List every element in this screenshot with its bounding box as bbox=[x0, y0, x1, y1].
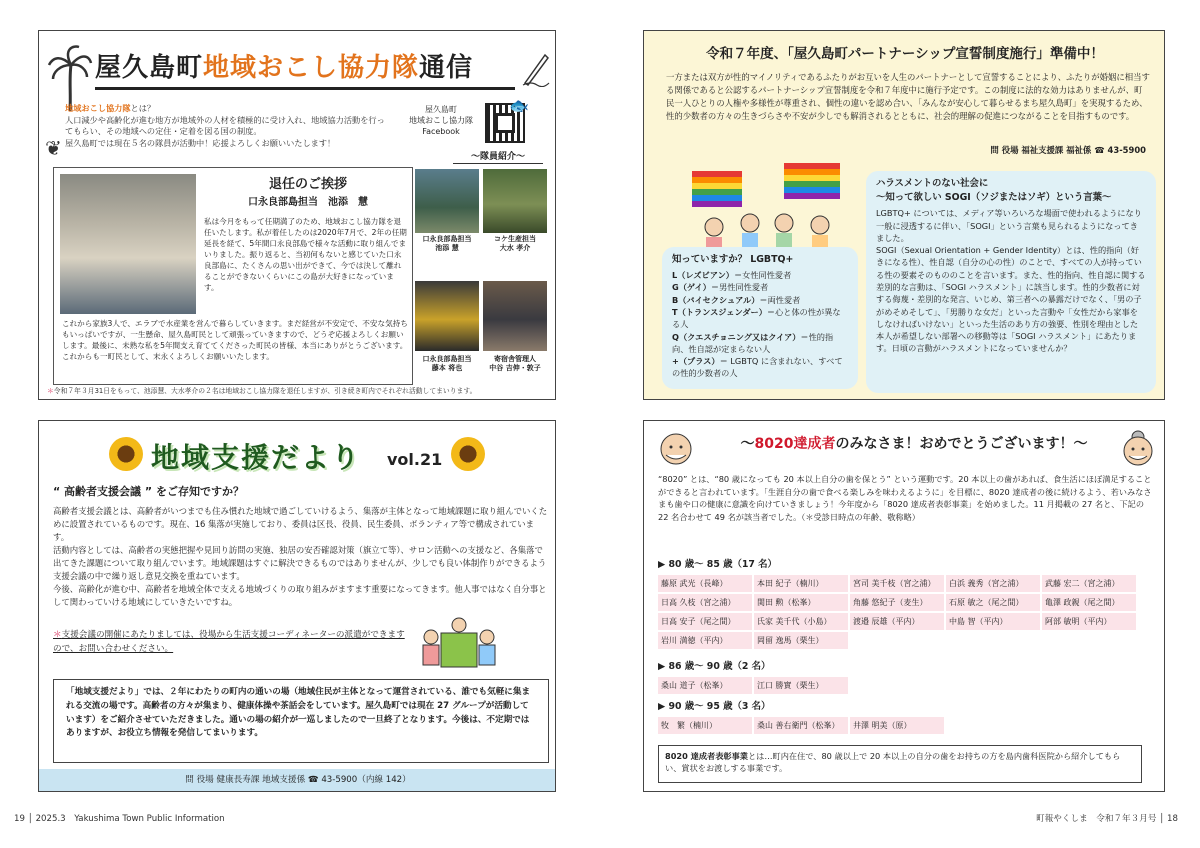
partnership-text: 一方または双方が性的マイノリティであるふたりがお互いを人生のパートナーとして宣誓することにより、ふたりが婚姻に相当する関係であると公認するパートナーシップ宣誓制度を令和７年度中に施行予定です。この制度に法的な効力はありませんが、町民一人ひとりの人権や多様性が尊重され、個性の違いを認め合い、「みんなが安心して暮らせるまち屋久島町」を実現するため、性的少数者の方々の生きづらさや不安が少しでも解消されるとともに、社会的理解の促進につながることを目指すものです。 bbox=[666, 72, 1150, 122]
member-photo bbox=[483, 281, 547, 351]
rainbow-flag-illustration bbox=[684, 161, 854, 261]
lgbtq-item: G（ゲイ）＝男性同性愛者 bbox=[672, 282, 769, 293]
footer-right: 町報やくしま 令和７年３月号 │ 18 bbox=[1036, 814, 1178, 824]
achiever-name: 石原 敏之（尾之間） bbox=[946, 594, 1040, 611]
8020-text: “8020” とは、“80 歳になっても 20 本以上自分の歯を保とう” という運動です。20 本以上の歯があれば、食生活にほぼ満足することができると言われています。「生涯自分の歯で食べる楽しみを味わえるように」を目標に、8020 達成者の後に続けるよう、若いみなさまも歯や口の健康に意識を向けていきましょう！今年度から「8020 達成者表彰事業」を始めました。11 月掲載の 27 名と、下記の 22 名合わせて 49 名が該当者でした。（＊受診日時点の年齢、敬称略） bbox=[658, 474, 1152, 523]
8020-panel bbox=[643, 420, 1165, 792]
achiever-name: 桑山 道子（松峯） bbox=[658, 677, 752, 694]
lgbtq-item: L（レズビアン）＝女性同性愛者 bbox=[672, 270, 792, 281]
achiever-name: 牧 繁（楠川） bbox=[658, 717, 752, 734]
harassment-heading: ハラスメントのない社会に bbox=[876, 178, 989, 189]
achiever-name: 角藤 悠紀子（麦生） bbox=[850, 594, 944, 611]
achiever-name: 岩川 満徳（平内） bbox=[658, 632, 752, 649]
achiever-name: 渡邉 辰雄（平内） bbox=[850, 613, 944, 630]
chiiki-shien-notice-box: 「地域支援だより」では、２年にわたりの町内の通いの場（地域住民が主体となって運営されている、誰でも気軽に集まれる交流の場です。高齢者の方々が集まり、健康体操や茶話会をしています。屋久島町では現在 27 グループが活動しています）をご紹介させていただきました。通いの場の紹介が一巡しましたので一旦終了となります。今後は、不定期ではありますが、お役立ち情報を発信してまいります。 bbox=[53, 679, 549, 763]
leaf-icon: ❦ bbox=[45, 136, 62, 160]
chiiki-shien-title: 地域支援だより bbox=[151, 441, 362, 474]
people-group-illustration bbox=[419, 617, 499, 673]
achiever-name: 井澤 明美（原） bbox=[850, 717, 944, 734]
lgbtq-box bbox=[662, 247, 858, 389]
achiever-name: 関田 勲（松峯） bbox=[754, 594, 848, 611]
8020-title: ～8020達成者のみなさま！おめでとうございます！～ bbox=[740, 436, 1088, 452]
member-caption: 口永良部島担当 池添 慧 bbox=[422, 235, 472, 253]
volume-number: vol.21 bbox=[387, 450, 443, 469]
member-photo bbox=[483, 169, 547, 233]
chiiki-shien-contact: 問 役場 健康長寿課 地域支援係 ☎ 43-5900（内線 142） bbox=[39, 769, 556, 791]
age-group-names bbox=[658, 677, 1136, 694]
age-group-heading: ▶ 80 歳～ 85 歳（17 名） bbox=[658, 559, 777, 570]
title-underline bbox=[95, 87, 515, 90]
retirement-text-continued: これから家族3人で、エラブで水産業を営んで暮らしていきます。まだ経営が不安定で、不安な気持ちもいっぱいですが、一生懸命、屋久島町民として頑張っていきますので、どうぞ応援よろしくお願いします。最後に、未熟な私を5年間支え育ててくださった町民の皆様、本当にありがとうございます。これからも一町民として、末永くよろしくお願いいたします。 bbox=[62, 319, 408, 361]
support-meeting-question: “ 高齢者支援会議 ” をご存知ですか？ bbox=[53, 485, 244, 498]
member-photo bbox=[415, 169, 479, 233]
lgbtq-item: T（トランスジェンダー）＝心と体の性が異なる人 bbox=[672, 307, 841, 330]
achiever-name: 日高 安子（尾之間） bbox=[658, 613, 752, 630]
harassment-text: LGBTQ+ については、メディア等いろいろな場面で使われるようになり一般に浸透するに伴い、「SOGI」という言葉も見られるようになってきました。 bbox=[876, 208, 1142, 243]
harassment-box bbox=[866, 171, 1156, 393]
footer-left: 19 │ 2025.3 Yakushima Town Public Information bbox=[14, 814, 225, 824]
member-caption: コケ生産担当 大水 孝介 bbox=[494, 235, 536, 253]
achiever-name: 亀澤 政親（尾之間） bbox=[1042, 594, 1136, 611]
age-group-names bbox=[658, 717, 1136, 734]
partnership-title: 令和７年度、「屋久島町パートナーシップ宣誓制度施行」準備中！ bbox=[706, 46, 1104, 62]
members-label: ～隊員紹介～ bbox=[453, 151, 543, 164]
member-caption: 寄宿舎管理人 中谷 吉伸・敦子 bbox=[489, 355, 541, 373]
age-group-heading: ▶ 90 歳～ 95 歳（3 名） bbox=[658, 701, 771, 712]
pen-icon bbox=[521, 51, 551, 87]
sunflower-icon bbox=[109, 437, 143, 471]
achiever-name: 宮司 美千枝（宮之浦） bbox=[850, 575, 944, 592]
support-meeting-text: 高齢者支援会議とは、高齢者がいつまでも住み慣れた地域で過ごしていけるよう、集落が主体となって地域課題に取り組んでいくために設置されているものです。現在、16 集落が実施しており、委員は区長、役員、民生委員、ボランティア等で構成されています。 活動内容としては、高齢者の実態把握や見回り訪問の実施、独居の安否確認対策（旗立て等）、サロン活動への支援など、各集落で出てきた課題について取り組んでいます。地域課題はすぐに解決できるものではありませんが、少しでも良い体制作りができるよう支援会議の中で繰り返し意見交換を重ねています。 今後、高齢化が進む中、高齢者を地域全体で支える地域づくりの取り組みがますます重要になってきます。他人事ではなく自分事として関わっていける地域にしていきたいですね。 bbox=[53, 506, 548, 608]
age-group-names bbox=[658, 575, 1136, 649]
retiree-photo bbox=[60, 174, 196, 314]
achiever-name: 桑山 善右衛門（松峯） bbox=[754, 717, 848, 734]
achiever-name: 藤原 武光（長峰） bbox=[658, 575, 752, 592]
kyoryokutai-panel bbox=[38, 30, 556, 400]
retirement-note: ＊令和７年３月31日をもって、池添慧、大水孝介の２名は地域おこし協力隊を退任しますが、引き続き町内でそれぞれ活動してまいります。 bbox=[47, 387, 477, 395]
achiever-name: 岡留 逸馬（栗生） bbox=[754, 632, 848, 649]
achiever-name: 白浜 義秀（宮之浦） bbox=[946, 575, 1040, 592]
partnership-contact: 問 役場 福祉支援課 福祉係 ☎ 43-5900 bbox=[990, 145, 1146, 155]
chiiki-shien-panel bbox=[38, 420, 556, 792]
lgbtq-item: Q（クエスチョニング又はクイア）＝性的指向、性自認が定まらない人 bbox=[672, 331, 834, 354]
lgbtq-item: +（プラス）＝ LGBTQ に含まれない、すべての性的少数者の人 bbox=[672, 356, 843, 379]
retirement-text: 私は今月をもって任期満了のため、地域おこし協力隊を退任いたします。私が着任したのは2020年7月で、2年の任期延長を経て、5年間口永良部島で様々な活動に取り組んでまいりました。振り返ると、当初何もないと感じていた口永良部島に、たくさんの思い出ができて、今では決して離れることができないくらいにこの島が大好きになっています。 bbox=[204, 217, 407, 292]
achiever-name: 氏家 美千代（小島） bbox=[754, 613, 848, 630]
retirement-heading: 退任のご挨拶 bbox=[268, 177, 347, 192]
partnership-panel bbox=[643, 30, 1165, 400]
sunflower-icon bbox=[451, 437, 485, 471]
age-group-heading: ▶ 86 歳～ 90 歳（2 名） bbox=[658, 661, 771, 672]
achiever-name: 阿部 敏明（平内） bbox=[1042, 613, 1136, 630]
8020-program-box: 8020 達成者表彰事業とは…町内在住で、80 歳以上で 20 本以上の自分の歯をお持ちの方を島内歯科医院から紹介してもらい、賞状をお渡しする事業です。 bbox=[658, 745, 1142, 783]
achiever-name: 中島 智（平内） bbox=[946, 613, 1040, 630]
fish-icon: 🐟 bbox=[509, 96, 529, 115]
retirement-author: 口永良部島担当 池添 慧 bbox=[248, 197, 368, 208]
member-caption: 口永良部島担当 藤本 将也 bbox=[422, 355, 472, 373]
member-photo bbox=[415, 281, 479, 351]
facebook-info: 屋久島町 地域おこし協力隊 Facebook bbox=[409, 105, 473, 136]
intro-text: 地域おこし協力隊とは？ 人口減少や高齢化が進む地方が地域外の人材を積極的に受け入れ、地域協力活動を行ってもらい、その地域への定住・定着を図る国の制度。 屋久島町では現在５名の隊員が活動中！応援よろしくお願いいたします！ bbox=[65, 103, 385, 149]
coordinator-note: ＊支援会議の開催にあたりましては、役場から生活支援コーディネーターの派遣ができますので、お問い合わせください。 bbox=[53, 630, 405, 654]
achiever-name: 本田 紀子（楠川） bbox=[754, 575, 848, 592]
elderly-woman-icon bbox=[1120, 429, 1156, 469]
harassment-text: SOGI（Sexual Orientation + Gender Identity）とは、性的指向（好きになる性）、性自認（自分の心の性）のことで、すべての人が持っている性の要素そのもののことを言います。また、性的指向、性自認に関する差別的な言動は、「SOGI ハラスメント」に該当します。性的少数者に対する侮蔑・差別的な発言、いじめ、第三者への暴露だけでなく、「男の子がめそめそして」、「男勝りな女だ」といった言動や「女性だから家事をしなければいけない」といった生活のあり方の強要、性別を理由とした本人が希望しない部署への移動等は「SOGI ハラスメント」にあたります。日頃の言動がハラスメントになっていませんか？ bbox=[876, 245, 1146, 354]
lgbtq-item: B（バイセクシュアル）＝両性愛者 bbox=[672, 294, 801, 305]
retirement-message-box bbox=[53, 167, 413, 385]
elderly-man-icon bbox=[658, 429, 694, 469]
lgbtq-heading: 知っていますか？ LGBTQ+ bbox=[672, 254, 794, 265]
achiever-name: 日高 久枝（宮之浦） bbox=[658, 594, 752, 611]
kyoryokutai-title: 屋久島町地域おこし協力隊通信 bbox=[95, 53, 474, 83]
harassment-subheading: ～知って欲しい SOGI（ソジまたはソギ）という言葉～ bbox=[876, 192, 1112, 204]
achiever-name: 江口 勝實（栗生） bbox=[754, 677, 848, 694]
achiever-name: 武藤 宏二（宮之浦） bbox=[1042, 575, 1136, 592]
